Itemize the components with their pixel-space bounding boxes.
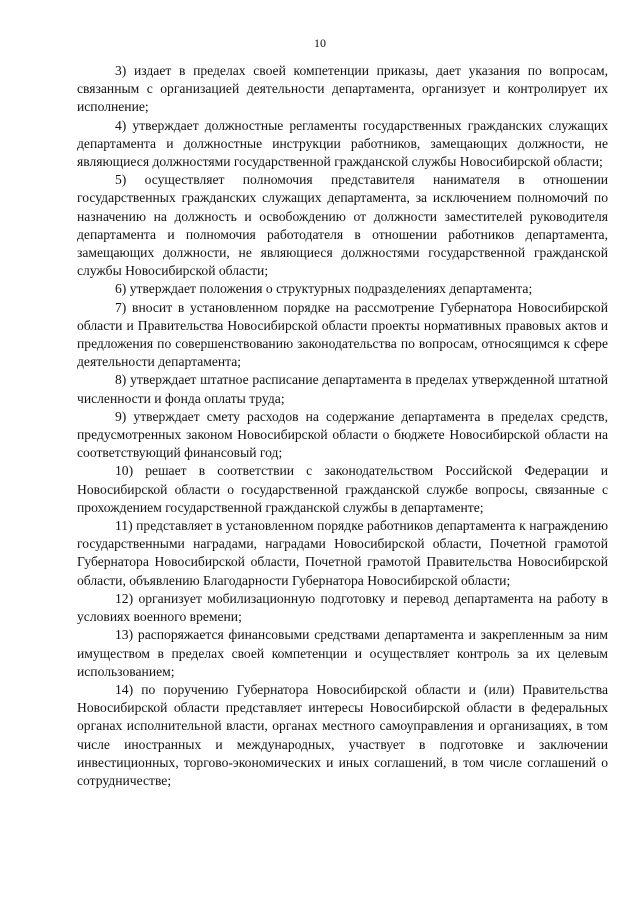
paragraph-item-3: 3) издает в пределах своей компетенции приказы, дает указания по вопросам, связанным с организацией деятельности департамента, организует и контролирует их исполнение; [77,63,608,115]
paragraph-item-4: 4) утверждает должностные регламенты государственных гражданских служащих департамента и должностные инструкции работников, замещающих должности, не являющиеся должностями государственной гражданской службы Новосибирской области; [77,117,608,170]
paragraph-item-10: 10) решает в соответствии с законодательством Российской Федерации и Новосибирской области о государственной гражданской службе вопросы, связанные с прохождением государственной гражданской службы в департаменте; [77,463,608,515]
paragraph-item-11: 11) представляет в установленном порядке работников департамента к награждению государственными наградами, наградами Новосибирской области, Почетной грамотой Губернатора Новосибирской области, Почетной грамотой Правительства Новосибирской области, объявлению Благодарности Губернатора Новосибирской области; [77,518,608,588]
paragraph-item-9: 9) утверждает смету расходов на содержание департамента в пределах средств, предусмотренных законом Новосибирской области о бюджете Новосибирской области на соответствующий финансовый год; [77,408,608,461]
paragraph-item-12: 12) организует мобилизационную подготовку и перевод департамента на работу в условиях военного времени; [77,590,608,625]
paragraph-item-13: 13) распоряжается финансовыми средствами департамента и закрепленным за ним имуществом в пределах своей компетенции и осуществляет контроль за их целевым использованием; [77,627,608,679]
page-number: 10 [314,36,326,50]
paragraph-item-14: 14) по поручению Губернатора Новосибирской области и (или) Правительства Новосибирской области представляет интересы Новосибирской области в федеральных органах исполнительной власти, органах местного самоуправления и организациях, в том числе иностранных и международных, участвует в подготовке и заключении инвестиционных, торгово-экономических и иных соглашений, в том числе соглашений о сотрудничестве; [77,681,608,788]
paragraph-item-6: 6) утверждает положения о структурных подразделениях департамента; [115,281,533,297]
document-body [77,62,608,790]
paragraph-item-8: 8) утверждает штатное расписание департамента в пределах утвержденной штатной численности и фонда оплаты труда; [77,372,608,406]
paragraph-item-7: 7) вносит в установленном порядке на рассмотрение Губернатора Новосибирской области и Правительства Новосибирской области проекты нормативных правовых актов и предложения по совершенствованию законодательства по вопросам, относящимся к сфере деятельности департамента; [77,299,608,370]
paragraph-item-5: 5) осуществляет полномочия представителя нанимателя в отношении государственных гражданских служащих департамента, за исключением полномочий по назначению на должность и освобождению от должности заместителей руководителя департамента и полномочия работодателя в отношении работников департамента, замещающих должности, не являющиеся должностями государственной гражданской службы Новосибирской области; [77,172,608,279]
